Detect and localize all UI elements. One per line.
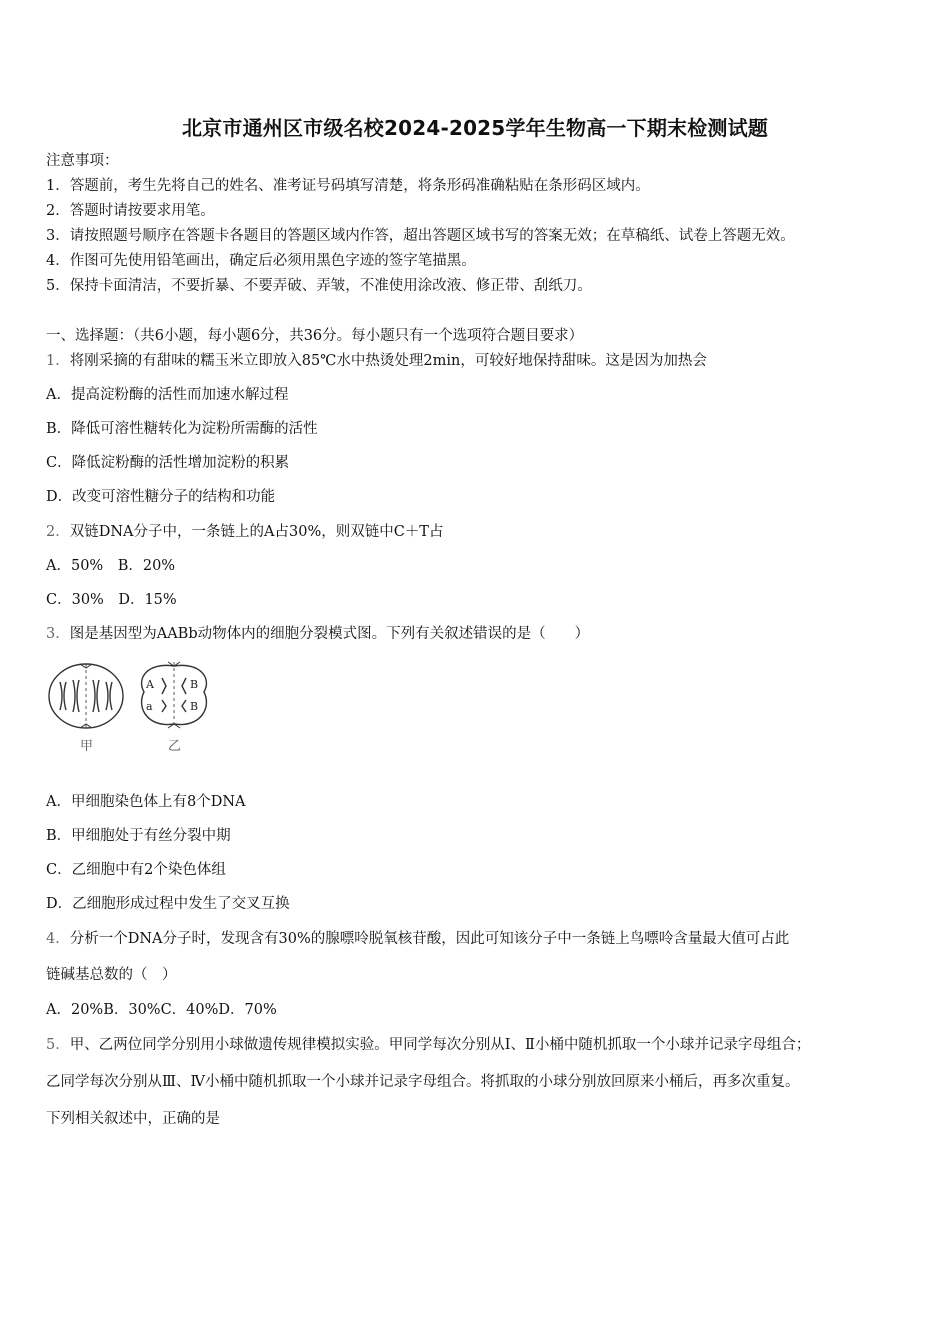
notice-item: 4．作图可先使用铅笔画出，确定后必须用黑色字迹的签字笔描黑。 [46,253,476,269]
question-number: 4． [46,931,70,947]
option: C．乙细胞中有2个染色体组 [46,862,226,878]
question-number: 3． [46,626,70,642]
question-text: 双链DNA分子中，一条链上的A占30%，则双链中C＋T占 [69,524,444,540]
question-2-stem [46,522,443,542]
option: D．乙细胞形成过程中发生了交叉互换 [46,896,290,912]
cell-yi [142,662,207,728]
figure-label-jia: 甲 [80,739,94,754]
question-text: 将刚采摘的有甜味的糯玉米立即放入85℃水中热烫处理2min，可较好地保持甜味。这是因为加热会 [69,353,707,369]
question-number: 2． [46,524,70,540]
option: A．提高淀粉酶的活性而加速水解过程 [46,387,289,403]
gene-labels [145,678,198,713]
notice-heading: 注意事项： [46,153,119,169]
gene-label: a [146,700,153,713]
question-5-stem-cont: 下列相关叙述中，正确的是 [46,1111,220,1127]
notice-item: 1．答题前，考生先将自己的姓名、准考证号码填写清楚，将条形码准确粘贴在条形码区域内。 [46,178,650,194]
question-number: 5． [46,1037,70,1053]
question-1-stem [46,351,707,371]
option: C．30% D．15% [46,592,177,608]
question-text: 分析一个DNA分子时，发现含有30%的腺嘌呤脱氧核苷酸，因此可知该分子中一条链上鸟嘌呤含量最大值可占此 [69,931,790,947]
option: A．甲细胞染色体上有8个DNA [46,794,246,810]
question-4-stem [46,929,789,949]
page-title: 北京市通州区市级名校2024-2025学年生物高一下期末检测试题 [181,116,769,140]
option: C．降低淀粉酶的活性增加淀粉的积累 [46,455,290,471]
question-4-stem-cont: 链碱基总数的（ ） [46,967,177,983]
gene-label: B [190,700,199,713]
option: B．甲细胞处于有丝分裂中期 [46,828,231,844]
question-text: 图是基因型为AABb动物体内的细胞分裂模式图。下列有关叙述错误的是（ ） [69,626,590,642]
question-number: 1． [46,353,70,369]
notice-item: 5．保持卡面清洁，不要折暴、不要弄破、弄皱，不准使用涂改液、修正带、刮纸刀。 [46,278,592,294]
figure-label-yi: 乙 [168,739,182,754]
option: B．降低可溶性糖转化为淀粉所需酶的活性 [46,421,318,437]
gene-label: B [190,678,199,691]
section-heading: 一、选择题：（共6小题，每小题6分，共36分。每小题只有一个选项符合题目要求） [46,328,584,344]
cell-division-figure [44,658,224,758]
question-5-stem [46,1035,810,1055]
question-5-stem-cont: 乙同学每次分别从Ⅲ、Ⅳ小桶中随机抓取一个小球并记录字母组合。将抓取的小球分别放回原来小桶后，再多次重复。 [46,1074,800,1090]
option: A．20%B．30%C．40%D．70% [46,1002,277,1018]
question-3-stem [46,624,589,644]
notice-item: 2．答题时请按要求用笔。 [46,203,215,219]
cell-jia [49,664,123,728]
gene-label: A [146,678,154,691]
question-text: 甲、乙两位同学分别用小球做遗传规律模拟实验。甲同学每次分别从Ⅰ、Ⅱ小桶中随机抓取一个小球并记录字母组合； [69,1037,811,1053]
option: D．改变可溶性糖分子的结构和功能 [46,489,276,505]
notice-item: 3．请按照题号顺序在答题卡各题目的答题区域内作答，超出答题区域书写的答案无效；在草稿纸、试卷上答题无效。 [46,228,795,244]
option: A．50% B．20% [46,558,176,574]
